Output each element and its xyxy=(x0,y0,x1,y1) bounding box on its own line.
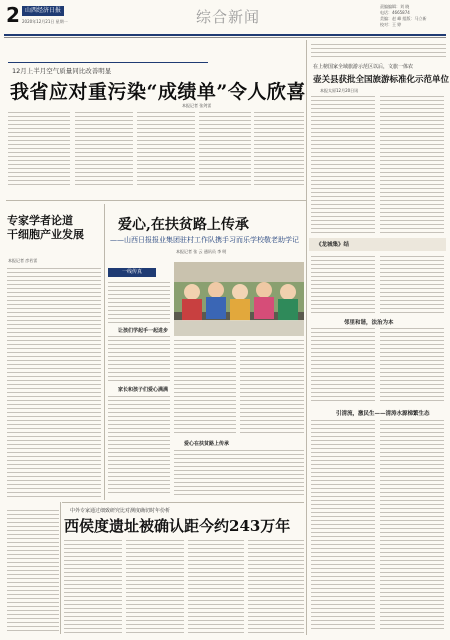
feature-body-f xyxy=(174,450,304,496)
feature-subhead-3: 爱心在扶贫路上传承 xyxy=(184,441,230,447)
rc-body4-col1 xyxy=(311,420,375,632)
lead-body-col3 xyxy=(137,112,195,188)
feature-subhead-2: 家长和孩子们爱心满满 xyxy=(118,387,169,393)
section-title: 综合新闻 xyxy=(196,8,261,26)
rc-body4-col2 xyxy=(380,420,444,632)
editor-line: 校对：王 婷 xyxy=(380,22,402,27)
feature-section-label: 一线传真 xyxy=(108,268,156,277)
lead-body-col2 xyxy=(75,112,133,188)
right-column-divider xyxy=(306,40,307,635)
rc-body3-col1 xyxy=(311,328,375,404)
bottom-body-col1 xyxy=(64,540,122,634)
lead-bottom-rule xyxy=(6,200,306,201)
left-lower-body xyxy=(7,510,59,634)
bottom-body-col4 xyxy=(248,540,304,634)
bottom-body-col3 xyxy=(188,540,244,634)
rc-top-text xyxy=(311,44,446,58)
left-feature-body xyxy=(7,268,101,500)
rc-low-title: 引清流，激民生——清涛水源梯繁生态 xyxy=(336,411,430,417)
bottom-left-divider xyxy=(60,502,61,634)
editor-line: 电话：4665874 xyxy=(380,10,410,15)
feature-subhead-1: 让孩们学起手一起进步 xyxy=(118,328,169,334)
left-feature-byline: 本报记者 彦若雷 xyxy=(8,258,38,263)
rc-body2-col2 xyxy=(380,256,444,314)
feature-body-a xyxy=(108,282,170,324)
issue-date: 2020年12月21日 星期一 xyxy=(22,19,68,24)
left-feature-headline-line1: 专家学者论道 xyxy=(7,214,73,227)
lead-body-col4 xyxy=(199,112,251,188)
lead-kicker: 12月上半月空气质量同比改善明显 xyxy=(12,67,112,75)
bottom-story-rule xyxy=(62,502,304,503)
feature-headline: 爱心,在扶贫路上传承 xyxy=(118,217,249,233)
page-number: 2 xyxy=(6,3,20,27)
left-feature-headline xyxy=(7,214,84,242)
feature-body-e xyxy=(240,340,304,436)
feature-body-c xyxy=(108,396,170,496)
rc-body2-col1 xyxy=(311,256,375,314)
rc-body-col2 xyxy=(380,96,444,234)
header-rule-thin xyxy=(4,37,446,38)
lead-kicker-rule xyxy=(8,62,208,63)
paper-name-banner: 山西经济日报 xyxy=(22,6,64,16)
rc-byline: 本报太原12月20日讯 xyxy=(320,88,359,93)
feature-byline: 本报记者 张 云 通讯员 李 明 xyxy=(176,249,227,254)
rc-mid-title: 邻里和谐，法治为本 xyxy=(344,320,394,326)
rc-body3-col2 xyxy=(380,328,444,404)
feature-photo-children xyxy=(174,262,304,336)
rc-subtitle: 《龙城集》结 xyxy=(316,242,350,248)
rc-headline: 壶关县获批全国旅游标准化示范单位 xyxy=(313,75,450,85)
bottom-body-col2 xyxy=(126,540,184,634)
lead-headline: 我省应对重污染“成绩单”令人欣喜 xyxy=(10,81,306,103)
editor-line: 美编：赵 峰 组版：马立新 xyxy=(380,16,427,21)
lead-byline: 本报记者 张剑雷 xyxy=(182,103,212,108)
bottom-headline: 西侯度遗址被确认距今约243万年 xyxy=(64,517,291,535)
lead-body-col1 xyxy=(8,112,70,188)
editor-line: 责编编辑：刘 晓 xyxy=(380,4,410,9)
header-rule xyxy=(4,34,446,36)
rc-kicker: 在上榜国家全域旅游示范区以后，文旅一体农 xyxy=(313,64,414,70)
left-column-divider xyxy=(104,204,105,500)
lead-body-col5 xyxy=(254,112,304,188)
feature-body-d xyxy=(174,340,236,436)
editor-info xyxy=(380,4,448,28)
bottom-kicker: 中外专家通过细致研究比对测度确切时年份析 xyxy=(70,508,171,514)
rc-body-col1 xyxy=(311,96,375,234)
feature-body-b xyxy=(108,336,170,382)
feature-subhead: ——山西日报报业集团驻村工作队携手习而乐学校敬老助学记 xyxy=(110,236,299,244)
left-feature-headline-line2: 干细胞产业发展 xyxy=(7,228,84,241)
